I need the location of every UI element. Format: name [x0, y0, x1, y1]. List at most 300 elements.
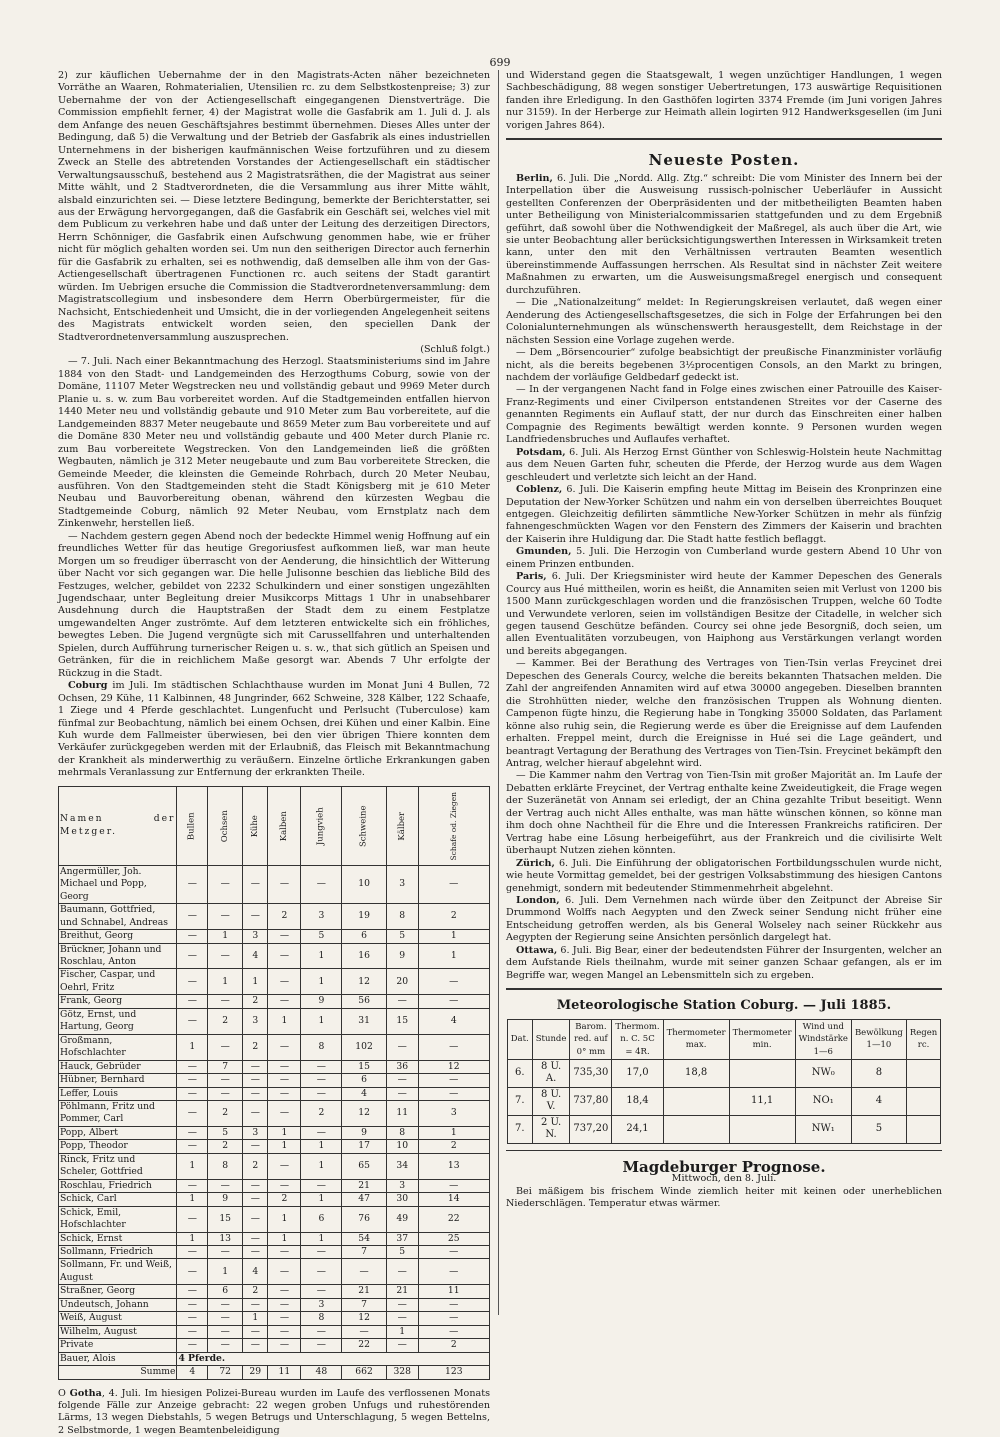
weather-header-row: [507, 1019, 941, 1059]
table-cell: 1: [301, 1193, 342, 1206]
news-text: — Die „Nationalzeitung“ meldet: In Regierungskreisen verlautet, daß wegen einer Aenderung des Actiengesellschaftsgesetzes, die sich in Folge der Erfahrungen bei den Colonialunternehmungen als wünschenswerth herausgestellt, dem Reichstage in der nächsten Session eine Vorlage zugehen werde.: [506, 297, 942, 345]
weather-cell: 2 U. N.: [532, 1115, 570, 1143]
table-cell: —: [301, 1074, 342, 1087]
gotha-continuation: und Widerstand gegen die Staatsgewalt, 1 wegen unzüchtiger Handlungen, 1 wegen Sachbeschädigung, 88 wegen sonstiger Uebertretungen, 173 auswärtige Requisitionen fanden ihre Erledigung. In den Gasthöfen logirten 3374 Fremde (im Juni vorigen Jahres nur 3159). In der Herberge zur Heimath allein logirten 912 Handwerksgesellen (im Juni vorigen Jahres 864).: [506, 70, 942, 132]
weather-cell: 4: [851, 1087, 906, 1115]
table-cell: 12: [342, 1312, 387, 1325]
table-cell: —: [177, 1140, 208, 1153]
table-cell: —: [268, 1312, 301, 1325]
table-cell: —: [268, 1074, 301, 1087]
weather-cell: [906, 1115, 940, 1143]
table-cell: 1: [208, 969, 243, 995]
table-cell: 15: [208, 1206, 243, 1232]
butcher-name: Popp, Theodor: [59, 1140, 177, 1153]
table-cell: 5: [386, 1245, 418, 1258]
table-cell: —: [301, 1259, 342, 1285]
table-cell: 21: [342, 1179, 387, 1192]
table-cell: —: [268, 943, 301, 969]
table-cell: 1: [268, 1126, 301, 1139]
commission-report-text: 2) zur käuflichen Uebernahme der in den Magistrats-Acten näher bezeichneten Vorräthe an Waaren, Rohmaterialien, Utensilien rc. zu dem Selbstkostenpreise; 3) zur Uebernahme der von der Actiengesellschaft eingegangenen Dienstverträge. Die Commission empfiehlt ferner, 4) der Magistrat wolle die Gasfabrik am 1. Juli d. J. als dem Anfange des neuen Geschäftsjahres bestimmt übernehmen. Dieses Alles unter der Bedingung, daß 5) die Verwaltung und der Betrieb der Gasfabrik als eines industriellen Unternehmens in der bisherigen kaufmännischen Weise fortzuführen und zu diesem Zweck an Stelle des abtretenden Vorstandes der Actiengesellschaft ein städtischer Verwaltungsausschuß, bestehend aus 2 Magistratsräthen, die der Magistrat aus seiner Mitte wählt, und 2 Stadtverordneten, die die Versammlung aus ihrer Mitte wählt, alsbald einzurichten sei. — Diese letztere Bedingung, bemerkte der Berichterstatter, sei aus der Erwägung hervorgegangen, daß die Gasfabrik ein Geschäft sei, welches viel mit dem Publicum zu verkehren habe und daß unter der Leitung des derzeitigen Directors, Herrn Schönniger, die Gasfabrik einen Aufschwung genommen habe, wie er früher nicht für möglich gehalten worden sei. Um nun den seitherigen Director auch fernerhin für die Gasfabrik zu erhalten, sei es nothwendig, daß demselben alle ihm von der Gas-Actiengesellschaft übertragenen Functionen rc. auch seitens der Stadt garantirt würden. Im Uebrigen ersuche die Commission die Stadtverordnetenversammlung: dem Magistratscollegium und insbesondere dem Herrn Oberbürgermeister, für die Nachsicht, Entschiedenheit und Umsicht, die in der vorliegenden Angelegenheit seitens des Magistrats entwickelt worden seien, den speciellen Dank der Stadtverordnetenversammlung auszusprechen.: [58, 70, 490, 344]
bauer-note: 4 Pferde.: [177, 1352, 490, 1365]
news-item: [506, 447, 942, 484]
table-cell: 34: [386, 1153, 418, 1179]
table-cell: 8: [208, 1153, 243, 1179]
table-cell: 3: [301, 904, 342, 930]
table-cell: —: [268, 1325, 301, 1338]
news-list: [506, 173, 942, 982]
table-row: [59, 943, 490, 969]
table-cell: —: [177, 1179, 208, 1192]
news-dateline: London,: [516, 895, 560, 906]
divider: [506, 988, 942, 990]
sum-cell: 4: [177, 1366, 208, 1379]
table-cell: —: [301, 1060, 342, 1073]
table-cell: 5: [386, 930, 418, 943]
news-item: [506, 945, 942, 982]
table-cell: —: [418, 1325, 489, 1338]
table-cell: 3: [418, 1100, 489, 1126]
sum-cell: 328: [386, 1366, 418, 1379]
table-cell: —: [243, 904, 268, 930]
butcher-name: Hauck, Gebrüder: [59, 1060, 177, 1073]
table-cell: —: [177, 1008, 208, 1034]
butcher-name: Großmann, Hofschlachter: [59, 1034, 177, 1060]
table-cell: 8: [301, 1034, 342, 1060]
table-cell: 15: [342, 1060, 387, 1073]
weather-cell: 7.: [507, 1115, 532, 1143]
table-cell: 30: [386, 1193, 418, 1206]
news-text: — Dem „Börsencourier“ zufolge beabsichtigt der preußische Finanzminister vorläufig nicht, als die bereits begebenen 3½procentigen Consols, an den Markt zu bringen, nachdem der vorläufige Geldbedarf gedeckt ist.: [506, 347, 942, 383]
table-cell: 11: [386, 1100, 418, 1126]
table-cell: —: [208, 943, 243, 969]
table-cell: —: [208, 1034, 243, 1060]
table-cell: —: [268, 1153, 301, 1179]
butcher-name: Popp, Albert: [59, 1126, 177, 1139]
sum-row: [59, 1366, 490, 1379]
table-cell: 1: [268, 1206, 301, 1232]
table-cell: 7: [208, 1060, 243, 1073]
table-row: [59, 1245, 490, 1258]
table-cell: —: [386, 1259, 418, 1285]
table-cell: —: [208, 904, 243, 930]
weather-cell: [906, 1059, 940, 1087]
table-cell: 5: [301, 930, 342, 943]
table-cell: —: [301, 1245, 342, 1258]
table-cell: 7: [342, 1245, 387, 1258]
news-dateline: Ottawa,: [516, 945, 557, 956]
table-cell: 20: [386, 969, 418, 995]
table-cell: 1: [177, 1153, 208, 1179]
table-cell: —: [243, 1100, 268, 1126]
news-item: [506, 484, 942, 546]
table-cell: 2: [208, 1100, 243, 1126]
table-cell: —: [243, 1325, 268, 1338]
news-text: 5. Juli. Die Herzogin von Cumberland wurde gestern Abend 10 Uhr von einem Prinzen entbunden.: [506, 546, 942, 569]
table-row: [59, 1339, 490, 1352]
table-cell: —: [177, 865, 208, 903]
table-cell: 102: [342, 1034, 387, 1060]
news-text: — Die Kammer nahm den Vertrag von Tien-Tsin mit großer Majorität an. Im Laufe der Debatten erklärte Freycinet, der Vertrag enthalte keine Zweideutigkeit, die Frage wegen der Suzeränetät von Annam sei erledigt, der an China gezahlte Tribut beseitigt. Wenn der Vertrag auch nicht Alles enthalte, was man hätte wünschen können, so könne man ihm doch ohne Nachtheil für die Ehre und die Interessen Frankreichs ratificiren. Der Vertrag habe eine Lösung herbeigeführt, aus der Frankreich und die civilisirte Welt überhaupt Nutzen ziehen könnten.: [506, 770, 942, 856]
table-cell: —: [177, 904, 208, 930]
table-cell: 7: [342, 1298, 387, 1311]
table-cell: —: [386, 1312, 418, 1325]
news-dateline: Coblenz,: [516, 484, 562, 495]
news-item: [506, 347, 942, 384]
table-cell: —: [177, 1285, 208, 1298]
table-cell: —: [386, 1339, 418, 1352]
table-row: [59, 1352, 490, 1365]
table-cell: —: [386, 1298, 418, 1311]
weather-cell: 17,0: [612, 1059, 663, 1087]
weather-cell: 5: [851, 1115, 906, 1143]
weather-row: [507, 1087, 941, 1115]
table-cell: —: [208, 1298, 243, 1311]
table-cell: 3: [386, 1179, 418, 1192]
prognosis-title: Magdeburger Prognose.: [506, 1161, 942, 1173]
weather-cell: [729, 1059, 795, 1087]
weather-cell: 7.: [507, 1087, 532, 1115]
butcher-name: Frank, Georg: [59, 995, 177, 1008]
table-cell: —: [177, 943, 208, 969]
table-cell: —: [268, 1179, 301, 1192]
table-cell: —: [177, 1298, 208, 1311]
weather-cell: 8 U. V.: [532, 1087, 570, 1115]
table-cell: 19: [342, 904, 387, 930]
butcher-name-header: Namen der Metzger.: [59, 786, 177, 865]
table-cell: 8: [386, 904, 418, 930]
butcher-table: Namen der Metzger. Bullen Ochsen Kühe Kalben Jungvieh Schweine Kälber Schafe od. Ziegen Angermüller, Joh. Michael und Popp, Georg — — — — — 10 3 — Baumann, Gottfried, und Schnabel, Andreas — — — 2 3 19 8 2 Breithut, Georg — 1 3 — 5 6 5 1 Brückner, Johann und Roschlau, Anton — — 4 — 1 16 9 1 Fischer, Caspar, und Oehrl, Fritz — 1 1 — 1 12 20 — Frank, Georg — — 2 — 9 56 — — Götz, Ernst, und Hartung, Georg — 2 3 1 1 31 15 4 Großmann, Hofschlachter 1 — 2 — 8 102 — — Hauck, Gebrüder — 7 — — — 15 36 12 Hübner, Bernhard — — — — — 6 — — Leffer, Louis — — — — — 4 — — Pöhlmann, Fritz und Pommer, Carl — 2 — — 2 12 11 3 Popp, Albert — 5 3 1 — 9 8 1 Popp, Theodor — 2 — 1 1 17 10 2 Rinck, Fritz und Scheler, Gottfried 1 8 2 — 1 65 34 13 Roschlau, Friedrich — — — — — 21 3 — Schick, Carl 1 9 — 2 1 47 30 14 Schick, Emil, Hofschlachter — 15 — 1 6 76 49 22 Schick, Ernst 1 13 — 1 1 54 37 25 Sollmann, Friedrich — — — — — 7 5 — Sollmann, Fr. und Weiß, August — 1 4 — — — — — Straßner, Georg — 6 2 — — 21 21 11 Undeutsch, Johann — — — — 3 7 — — Weiß, August — — 1 — 8 12 — — Wilhelm, August — — — — — — 1 — Private — — — — — 22 — 2 Bauer, Alois 4 Pferde. Summe 4 72 29 11 48 662 328 123: [58, 786, 490, 1380]
column-divider: [498, 70, 499, 1315]
table-cell: —: [177, 1325, 208, 1338]
table-cell: 65: [342, 1153, 387, 1179]
news-item: [506, 858, 942, 895]
table-cell: —: [177, 1259, 208, 1285]
weather-table-body: [507, 1059, 941, 1143]
table-cell: 2: [243, 995, 268, 1008]
table-cell: —: [243, 1245, 268, 1258]
table-cell: —: [177, 930, 208, 943]
weather-cell: NW₀: [795, 1059, 851, 1087]
table-cell: 1: [268, 1140, 301, 1153]
sum-cell: 29: [243, 1366, 268, 1379]
table-cell: —: [268, 1060, 301, 1073]
sum-cell: 48: [301, 1366, 342, 1379]
table-cell: 1: [386, 1325, 418, 1338]
table-cell: 1: [418, 943, 489, 969]
table-cell: —: [418, 969, 489, 995]
table-cell: —: [386, 1034, 418, 1060]
table-cell: 6: [342, 930, 387, 943]
news-dateline: Berlin,: [516, 173, 553, 184]
road-building-article: — 7. Juli. Nach einer Bekanntmachung des Herzogl. Staatsministeriums sind im Jahre 1884 von den Stadt- und Landgemeinden des Herzogthums Coburg, sowie von der Domäne, 11107 Meter Wegstrecken neu und vollständig gebaut und 9969 Meter durch Planie u. s. w. zum Bau vorbereitet worden. Auf die Stadtgemeinden entfallen hiervon 1440 Meter neu und vollständig gebaute und 910 Meter zum Bau vorbereitete, auf die Landgemeinden 8837 Meter neugebaute und 8659 Meter zum Bau vorbereitete und auf die Domäne 830 Meter neu und vollständig gebaute und 400 Meter durch Planie rc. zum Bau vorbereitete Wegstrecken. Von den Landgemeinden ließ die größten Wegbauten, nämlich je 312 Meter neugebaute und zum Bau vorbereitete Strecken, die Gemeinde Meeder, die kleinsten die Gemeinde Rohrbach, durch 20 Meter Neubau, ausführen. Von den Stadtgemeinden steht die Stadt Königsberg mit je 610 Meter Neubau und Bauvorbereitung obenan, während den kürzesten Wegbau die Stadtgemeinde Coburg, nämlich 92 Meter Neubau, vom Ernstplatz nach dem Zinkenwehr, herstellen ließ.: [58, 356, 490, 530]
news-item: [506, 173, 942, 298]
butcher-name: Angermüller, Joh. Michael und Popp, Georg: [59, 865, 177, 903]
table-cell: 3: [243, 930, 268, 943]
table-row: [59, 1100, 490, 1126]
table-cell: —: [268, 969, 301, 995]
table-cell: —: [177, 1087, 208, 1100]
news-text: 6. Juli. Als Herzog Ernst Günther von Schleswig-Holstein heute Nachmittag aus dem Neuen Garten fuhr, scheuten die Pferde, der Herzog wurde aus dem Wagen geschleudert und verletzte sich leicht an der Hand.: [506, 447, 942, 483]
table-cell: —: [243, 1232, 268, 1245]
section-title: Neueste Posten.: [506, 154, 942, 166]
table-cell: 12: [342, 1100, 387, 1126]
table-cell: 5: [208, 1126, 243, 1139]
table-cell: 2: [301, 1100, 342, 1126]
left-column: [58, 70, 490, 1437]
weather-cell: [663, 1087, 729, 1115]
table-cell: 1: [208, 1259, 243, 1285]
weather-cell: 737,80: [570, 1087, 612, 1115]
table-cell: 1: [301, 969, 342, 995]
table-cell: —: [386, 1074, 418, 1087]
table-row: [59, 1285, 490, 1298]
weather-cell: 735,30: [570, 1059, 612, 1087]
butcher-name: Wilhelm, August: [59, 1325, 177, 1338]
table-cell: —: [418, 1179, 489, 1192]
table-cell: —: [243, 1179, 268, 1192]
table-cell: 9: [301, 995, 342, 1008]
weather-cell: [729, 1115, 795, 1143]
coburg-slaughterhouse-article: Coburg im Juli. Im städtischen Schlachthause wurden im Monat Juni 4 Bullen, 72 Ochsen, 29 Kühe, 11 Kalbinnen, 48 Jungrinder, 662 Schweine, 328 Kälber, 122 Schaafe, 1 Ziege und 4 Pferde geschlachtet. Lungenfucht und Perlsucht (Tuberculose) kam fünfmal zur Beobachtung, nämlich bei einem Ochsen, drei Kühen und einer Kalbin. Eine Kuh wurde dem Fallmeister überwiesen, bei den vier übrigen Thiere konnten dem Verkäufer zurückgegeben werden mit der Erlaubniß, das Fleisch mit Bekanntmachung der Krankheit als minderwerthig zu veräußern. Einzelne örtliche Erkrankungen gaben mehrmals Veranlassung zur Entfernung der erkrankten Theile.: [58, 680, 490, 780]
table-cell: —: [301, 1285, 342, 1298]
table-cell: 2: [208, 1008, 243, 1034]
sum-cell: 662: [342, 1366, 387, 1379]
table-cell: —: [268, 1285, 301, 1298]
table-cell: 31: [342, 1008, 387, 1034]
table-cell: —: [268, 995, 301, 1008]
news-text: 6. Juli. Der Kriegsminister wird heute der Kammer Depeschen des Generals Courcy aus Hué mittheilen, worin es heißt, die Annamiten seien mit Verlust von 1200 bis 1500 Mann zurückgeschlagen worden und die französischen Truppen, welche 60 Todte und Verwundete verloren, seien im vollständigen Besitze der Citadelle, in welcher sich gegen tausend Geschütze befänden. Courcy sei ohne jede Besorgniß, doch seien, um allen Eventualitäten vorzubeugen, von Haiphong aus Verstärkungen verlangt worden und bereits abgegangen.: [506, 571, 942, 657]
table-cell: —: [301, 1179, 342, 1192]
table-cell: 1: [301, 943, 342, 969]
table-cell: 3: [301, 1298, 342, 1311]
weather-cell: 11,1: [729, 1087, 795, 1115]
table-cell: 12: [342, 969, 387, 995]
table-row: [59, 1153, 490, 1179]
table-cell: 1: [301, 1008, 342, 1034]
table-cell: —: [268, 1087, 301, 1100]
table-row: [59, 1060, 490, 1073]
table-cell: —: [301, 1325, 342, 1338]
table-cell: —: [301, 1126, 342, 1139]
table-cell: —: [177, 969, 208, 995]
table-cell: —: [243, 1140, 268, 1153]
table-cell: 49: [386, 1206, 418, 1232]
table-cell: 36: [386, 1060, 418, 1073]
news-text: 6. Juli. Die Einführung der obligatorischen Fortbildungsschulen wurde nicht, wie heute Vormittag gemeldet, bei der gestrigen Volksabstimmung des hiesigen Cantons genehmigt, sondern mit bedeutender Stimmenmehrheit abgelehnt.: [506, 858, 942, 894]
table-row: [59, 1325, 490, 1338]
table-row: [59, 1179, 490, 1192]
table-cell: 4: [418, 1008, 489, 1034]
table-cell: —: [208, 1245, 243, 1258]
table-cell: —: [243, 1206, 268, 1232]
weather-cell: NW₁: [795, 1115, 851, 1143]
table-cell: —: [243, 1074, 268, 1087]
weather-header: Bewölkung 1—10: [851, 1019, 906, 1059]
butcher-name: Schick, Carl: [59, 1193, 177, 1206]
table-cell: 47: [342, 1193, 387, 1206]
table-cell: 17: [342, 1140, 387, 1153]
table-cell: —: [268, 1034, 301, 1060]
table-cell: 3: [243, 1126, 268, 1139]
weather-header: Barom. red. auf 0° mm: [570, 1019, 612, 1059]
weather-cell: 737,20: [570, 1115, 612, 1143]
weather-header: Dat.: [507, 1019, 532, 1059]
sum-cell: 11: [268, 1366, 301, 1379]
table-cell: 25: [418, 1232, 489, 1245]
table-cell: 22: [418, 1206, 489, 1232]
table-cell: —: [268, 1100, 301, 1126]
table-cell: 10: [386, 1140, 418, 1153]
table-cell: —: [268, 1298, 301, 1311]
weather-cell: 8 U. A.: [532, 1059, 570, 1087]
table-cell: 1: [177, 1232, 208, 1245]
table-cell: 6: [301, 1206, 342, 1232]
table-cell: 12: [418, 1060, 489, 1073]
table-cell: 2: [243, 1285, 268, 1298]
gotha-police-article: O Gotha, 4. Juli. Im hiesigen Polizei-Bureau wurden im Laufe des verflossenen Monats folgende Fälle zur Anzeige gebracht: 22 wegen groben Unfugs und ruhestörenden Lärms, 13 wegen Diebstahls, 5 wegen Betrugs und Unterschlagung, 5 wegen Bettelns, 2 Selbstmorde, 1 wegen Beamtenbeleidigung: [58, 1388, 490, 1437]
butcher-name: Rinck, Fritz und Scheler, Gottfried: [59, 1153, 177, 1179]
butcher-name: Bauer, Alois: [59, 1352, 177, 1365]
butcher-name: Baumann, Gottfried, und Schnabel, Andreas: [59, 904, 177, 930]
table-cell: 15: [386, 1008, 418, 1034]
butcher-name: Fischer, Caspar, und Oehrl, Fritz: [59, 969, 177, 995]
table-cell: —: [268, 1339, 301, 1352]
table-cell: 2: [418, 1339, 489, 1352]
table-cell: —: [177, 1126, 208, 1139]
prognosis-date: Mittwoch, den 8. Juli.: [506, 1173, 942, 1185]
table-cell: —: [418, 1074, 489, 1087]
table-cell: 56: [342, 995, 387, 1008]
table-row: [59, 1126, 490, 1139]
butcher-name: Hübner, Bernhard: [59, 1074, 177, 1087]
table-row: [59, 930, 490, 943]
news-dateline: Zürich,: [516, 858, 555, 869]
table-cell: 2: [418, 1140, 489, 1153]
table-cell: —: [177, 995, 208, 1008]
table-cell: —: [208, 865, 243, 903]
table-cell: 2: [418, 904, 489, 930]
table-cell: 76: [342, 1206, 387, 1232]
table-cell: —: [208, 995, 243, 1008]
table-cell: 10: [342, 865, 387, 903]
table-cell: —: [208, 1312, 243, 1325]
table-cell: 6: [342, 1074, 387, 1087]
table-cell: 2: [268, 904, 301, 930]
news-text: 6. Juli. Big Bear, einer der bedeutendsten Führer der Insurgenten, welcher an dem Aufstande Riels theilnahm, wurde mit seiner ganzen Schaar gefangen, als er im Begriffe war, wegen Mangel an Lebensmitteln sich zu ergeben.: [506, 945, 942, 981]
table-row: [59, 1298, 490, 1311]
continued-note: (Schluß folgt.): [58, 344, 490, 356]
sum-cell: 123: [418, 1366, 489, 1379]
table-row: [59, 1074, 490, 1087]
coburg-lead: Coburg: [68, 680, 107, 691]
table-cell: —: [208, 1339, 243, 1352]
table-cell: —: [418, 1298, 489, 1311]
table-cell: —: [418, 1245, 489, 1258]
butcher-name: Brückner, Johann und Roschlau, Anton: [59, 943, 177, 969]
weather-cell: [906, 1087, 940, 1115]
weather-cell: [663, 1115, 729, 1143]
prognosis-text: Bei mäßigem bis frischem Winde ziemlich heiter mit keinen oder unerheblichen Niederschlägen. Temperatur etwas wärmer.: [506, 1186, 942, 1211]
table-cell: —: [177, 1100, 208, 1126]
table-cell: 3: [386, 865, 418, 903]
news-text: — In der vergangenen Nacht fand in Folge eines zwischen einer Patrouille des Kaiser-Franz-Regiments und einer Civilperson entstandenen Streites vor der Caserne des genannten Regiments ein Auflauf statt, der nur durch das Einschreiten einer halben Compagnie des Regiments bewältigt werden konnte. 9 Personen wurden wegen Landfriedensbruches und Auflaufes verhaftet.: [506, 384, 942, 445]
table-row: [59, 1193, 490, 1206]
table-cell: —: [177, 1245, 208, 1258]
butcher-name: Leffer, Louis: [59, 1087, 177, 1100]
news-item: [506, 297, 942, 347]
table-cell: 1: [268, 1008, 301, 1034]
table-cell: —: [268, 1259, 301, 1285]
table-row: [59, 865, 490, 903]
news-text: 6. Juli. Die Kaiserin empfing heute Mittag im Beisein des Kronprinzen eine Deputation der New-Yorker Schützen und nahm ein von derselben überreichtes Bouquet entgegen. Gleichzeitig defilirten sämmtliche New-Yorker Schützen in mehr als fünfzig fahnengeschmückten Wagen vor den Fenstern des Zimmers der Kaiserin und brachten der Kaiserin ihre Huldigung dar. Die Stadt hatte festlich beflaggt.: [506, 484, 942, 545]
table-cell: —: [177, 1312, 208, 1325]
table-cell: 1: [418, 1126, 489, 1139]
table-cell: 4: [243, 943, 268, 969]
butcher-name: Weiß, August: [59, 1312, 177, 1325]
gregorius-festival-article: — Nachdem gestern gegen Abend noch der bedeckte Himmel wenig Hoffnung auf ein freundliches Wetter für das heutige Gregoriusfest aufkommen ließ, war man heute Morgen um so freudiger überrascht von der Aenderung, die hinsichtlich der Witterung über Nacht vor sich gegangen war. Die helle Julisonne beschien das liebliche Bild des Festzuges, welcher, gebildet von 2232 Schulkindern und einer sonstigen ungezählten Jugendschaar, unter Begleitung dreier Musikcorps Mittags 1 Uhr in unabsehbarer Ausdehnung durch die Hauptstraßen der Stadt dem zu einem Festplatze umgewandelten Anger zuströmte. Auf dem letzteren entwickelte sich ein fröhliches, bewegtes Leben. Die Jugend vergnügte sich mit Carussellfahren und unterhaltenden Spielen, durch Aufführung turnerischer Reigen u. s. w., that sich gütlich an Speisen und Getränken, für die in reichlichem Maße gesorgt war. Abends 7 Uhr erfolgte der Rückzug in die Stadt.: [58, 531, 490, 680]
table-cell: —: [268, 865, 301, 903]
table-cell: 16: [342, 943, 387, 969]
weather-header: Thermom. n. C. 5C = 4R.: [612, 1019, 663, 1059]
table-cell: —: [177, 1339, 208, 1352]
news-item: [506, 384, 942, 446]
table-cell: —: [268, 1245, 301, 1258]
butcher-name: Roschlau, Friedrich: [59, 1179, 177, 1192]
weather-header: Regen rc.: [906, 1019, 940, 1059]
table-row: [59, 1312, 490, 1325]
table-cell: —: [386, 1087, 418, 1100]
butcher-name: Sollmann, Fr. und Weiß, August: [59, 1259, 177, 1285]
butcher-name: Straßner, Georg: [59, 1285, 177, 1298]
news-text: 6. Juli. Dem Vernehmen nach würde über den Zeitpunct der Abreise Sir Drummond Wolffs nach Aegypten und den Zweck seiner Sendung nicht früher eine Entscheidung getroffen werden, als bis General Wolseley nach seiner Rückkehr aus Aegypten der Regierung seine Ansichten persönlich dargelegt hat.: [506, 895, 942, 943]
butcher-table-body: [59, 865, 490, 1379]
table-cell: —: [342, 1259, 387, 1285]
butcher-name: Sollmann, Friedrich: [59, 1245, 177, 1258]
sum-cell: 72: [208, 1366, 243, 1379]
butcher-name: Pöhlmann, Fritz und Pommer, Carl: [59, 1100, 177, 1126]
table-cell: 1: [208, 930, 243, 943]
table-cell: —: [418, 1312, 489, 1325]
table-cell: 1: [177, 1193, 208, 1206]
table-cell: —: [418, 1087, 489, 1100]
table-cell: —: [177, 1060, 208, 1073]
table-cell: 1: [301, 1140, 342, 1153]
table-cell: —: [208, 1074, 243, 1087]
table-cell: —: [301, 1339, 342, 1352]
weather-title: Meteorologische Station Coburg. — Juli 1885.: [506, 1000, 942, 1012]
table-cell: 1: [301, 1232, 342, 1245]
table-cell: —: [243, 1060, 268, 1073]
table-cell: 1: [243, 969, 268, 995]
weather-header: Wind und Windstärke 1—6: [795, 1019, 851, 1059]
news-text: — Kammer. Bei der Berathung des Vertrages von Tien-Tsin verlas Freycinet drei Depeschen des Generals Courcy, welche die bereits bekannten Thatsachen melden. Die Zahl der angreifenden Annamiten wird auf etwa 30000 angegeben. Dieselben brannten die Strohhütten nieder, welche den französischen Truppen als Wohnung dienten. Campenon fügte hinzu, die Regierung habe in Tongking 35000 Soldaten, das Parlament könne also ruhig sein, die Regierung werde es über die Ereignisse auf dem Laufenden erhalten. Freppel meint, durch die Ereignisse in Hué sei die Lage geändert, und beantragt Vertagung der Berathung des Vertrages von Tien-Tsin. Freycinet bekämpft den Antrag, welcher hierauf abgelehnt wird.: [506, 658, 942, 769]
table-cell: 1: [268, 1232, 301, 1245]
table-cell: —: [386, 995, 418, 1008]
sum-label: Summe: [59, 1366, 177, 1379]
table-cell: —: [243, 1087, 268, 1100]
weather-row: [507, 1115, 941, 1143]
table-cell: 11: [418, 1285, 489, 1298]
table-row: [59, 969, 490, 995]
gotha-lead: Gotha: [70, 1388, 102, 1399]
table-row: [59, 1008, 490, 1034]
table-cell: —: [243, 865, 268, 903]
news-item: [506, 658, 942, 770]
table-cell: —: [301, 865, 342, 903]
table-cell: —: [418, 995, 489, 1008]
table-row: [59, 1034, 490, 1060]
news-item: [506, 571, 942, 658]
